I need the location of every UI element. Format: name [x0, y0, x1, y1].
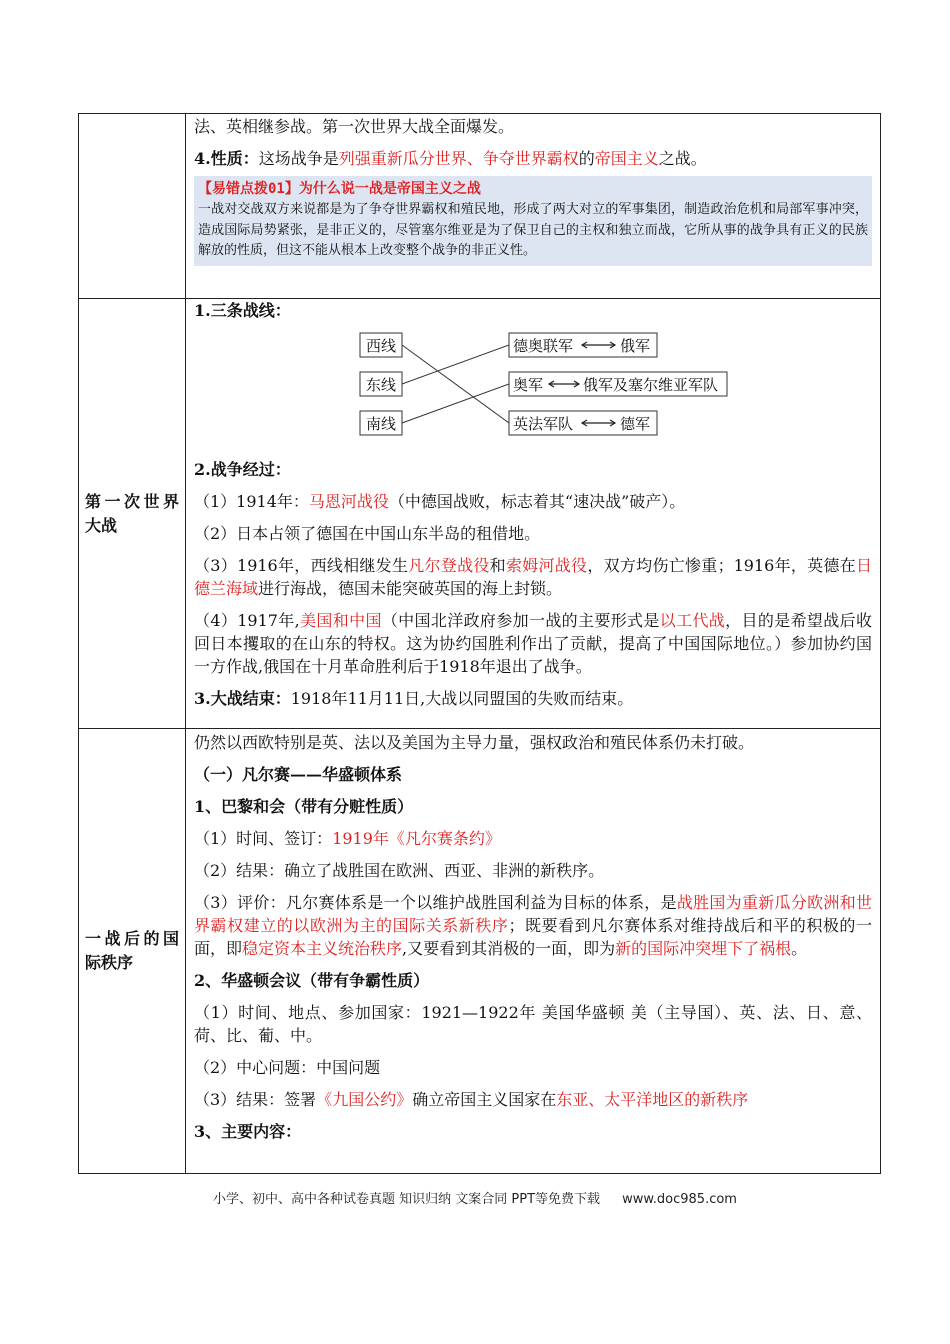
text-span: 进行海战，德国未能突破英国的海上封锁。: [258, 579, 563, 598]
versailles-item-2: （2）结果：确立了战胜国在欧洲、西亚、非洲的新秩序。: [194, 861, 605, 880]
side-a: 奥军: [513, 376, 544, 394]
text-span: （中德国战败，标志着其“速决战”破产）。: [388, 492, 686, 511]
row-postwar: [79, 729, 881, 1174]
text-span: 1918年11月11日,大战以同盟国的失败而结束。: [290, 689, 634, 708]
end-label: 3.大战结束：: [194, 689, 291, 708]
course-item-2: （2）日本占领了德国在中国山东半岛的租借地。: [194, 524, 541, 543]
footer-url[interactable]: www.doc985.com: [622, 1192, 737, 1207]
side-a: 德奥联军: [513, 337, 574, 355]
text-span: ；既要看到凡尔赛体系对维持战后和平的积极的一面，即: [194, 916, 872, 958]
text-span: 的: [578, 149, 595, 168]
page-footer: [0, 1188, 950, 1207]
text-span: 和: [489, 556, 506, 575]
front-south: 南线: [366, 415, 397, 433]
section-title: （一）凡尔赛——华盛顿体系: [194, 765, 403, 784]
highlight-span: 帝国主义: [594, 149, 659, 168]
course-item-1: [194, 490, 872, 513]
body-cell-nature: [186, 114, 881, 299]
row-nature: [79, 114, 881, 299]
subsection-title: 2、华盛顿会议（带有争霸性质）: [194, 971, 430, 990]
washington-item-1: （1）时间、地点、参加国家：1921—1922年 美国华盛顿 美（主导国）、英、法、日、意、荷、比、葡、中。: [194, 1003, 872, 1045]
text-span: （3）结果：签署: [194, 1090, 317, 1109]
text-line: 法、英相继参战。第一次世界大战全面爆发。: [194, 117, 515, 136]
highlight-span: 索姆河战役: [505, 556, 588, 575]
text-span: ,又要看到其消极的一面，即为: [402, 939, 616, 958]
highlight-span: 美国和中国: [299, 611, 382, 630]
highlight-span: 新的国际冲突埋下了祸根: [615, 939, 792, 958]
intro-line: 仍然以西欧特别是英、法以及美国为主导力量，强权政治和殖民体系仍未打破。: [194, 733, 755, 752]
text-span: （1）1914年：: [194, 492, 309, 511]
highlight-span: 列强重新瓜分世界、争夺世界霸权: [338, 149, 579, 168]
subsection-title: 3、主要内容：: [194, 1122, 302, 1141]
text-span: （4）1917年,: [194, 611, 300, 630]
side-b: 俄军及塞尔维亚军队: [583, 376, 719, 394]
tip-body: 一战对交战双方来说都是为了争夺世界霸权和殖民地，形成了两大对立的军事集团，制造政治危机和局部军事冲突，造成国际局势紧张，是非正义的，尽管塞尔维亚是为了保卫自己的主权和独立而战，它所从事的战争具有正义的民族解放的性质，但这不能从根本上改变整个战争的非正义性。: [198, 202, 868, 258]
text-span: 这场战争是: [258, 149, 339, 168]
text-span: ，目的是希望战后收回日本攫取的在山东的特权。这为协约国胜利作出了贡献，提高了中国国际地位。）参加协约国一方作战,俄国在十月革命胜利后于1918年退出了战争。: [194, 611, 872, 676]
course-item-4: [194, 609, 872, 678]
highlight-span: 以工代战: [659, 611, 726, 630]
row-ww1: [79, 299, 881, 729]
text-span: 之战。: [658, 149, 707, 168]
text-span: 。: [791, 939, 808, 958]
text-span: （3）评价：凡尔赛体系是一个以维护战胜国利益为目标的体系，是: [194, 893, 677, 912]
text-span: ，双方均伤亡惨重；1916年，英德在: [587, 556, 856, 575]
course-title: 2.战争经过：: [194, 460, 291, 479]
category-cell-postwar: 一战后的国际秩序: [79, 729, 186, 1174]
tip-box: [194, 176, 872, 266]
category-cell-ww1: 第一次世界大战: [79, 299, 186, 729]
tip-title: 【易错点拨01】为什么说一战是帝国主义之战: [198, 181, 481, 197]
highlight-span: 战胜国为重新瓜分欧洲和世界霸权建立的以欧洲为主的国际关系新秩序: [194, 893, 872, 935]
fronts-title: 1.三条战线：: [194, 301, 291, 320]
text-span: （3）1916年，西线相继发生: [194, 556, 409, 575]
side-b: 德军: [620, 415, 651, 433]
text-span: （中国北洋政府参加一战的主要形式是: [381, 611, 660, 630]
nature-label: 4.性质：: [194, 149, 259, 168]
war-end-line: [194, 687, 872, 710]
highlight-span: 《九国公约》: [316, 1090, 413, 1109]
highlight-span: 凡尔登战役: [408, 556, 490, 575]
nature-line: [194, 147, 872, 170]
text-span: 确立帝国主义国家在: [412, 1090, 557, 1109]
washington-item-2: （2）中心问题：中国问题: [194, 1058, 381, 1077]
side-b: 俄军: [620, 337, 651, 355]
front-east: 东线: [366, 376, 397, 394]
connector-lines: [402, 345, 509, 423]
highlight-span: 东亚、太平洋地区的新秩序: [556, 1090, 749, 1109]
body-cell-ww1: [186, 299, 881, 729]
side-a: 英法军队: [513, 415, 574, 433]
course-item-3: [194, 554, 872, 600]
versailles-item-3: [194, 891, 872, 960]
highlight-span: 稳定资本主义统治秩序: [242, 939, 403, 958]
highlight-span: 日德兰海域: [194, 556, 872, 598]
versailles-item-1: [194, 827, 872, 850]
body-cell-postwar: [186, 729, 881, 1174]
fronts-diagram: [349, 328, 909, 446]
washington-item-3: [194, 1088, 872, 1111]
highlight-span: 1919年《凡尔赛条约》: [332, 829, 501, 848]
front-west: 西线: [366, 337, 397, 355]
highlight-span: 马恩河战役: [308, 492, 389, 511]
notes-table: [78, 113, 881, 1174]
subsection-title: 1、巴黎和会（带有分赃性质）: [194, 797, 414, 816]
footer-text: 小学、初中、高中各种试卷真题 知识归纳 文案合同 PPT等免费下载: [213, 1192, 601, 1207]
text-span: （1）时间、签订：: [194, 829, 333, 848]
category-cell-empty: [79, 114, 186, 299]
